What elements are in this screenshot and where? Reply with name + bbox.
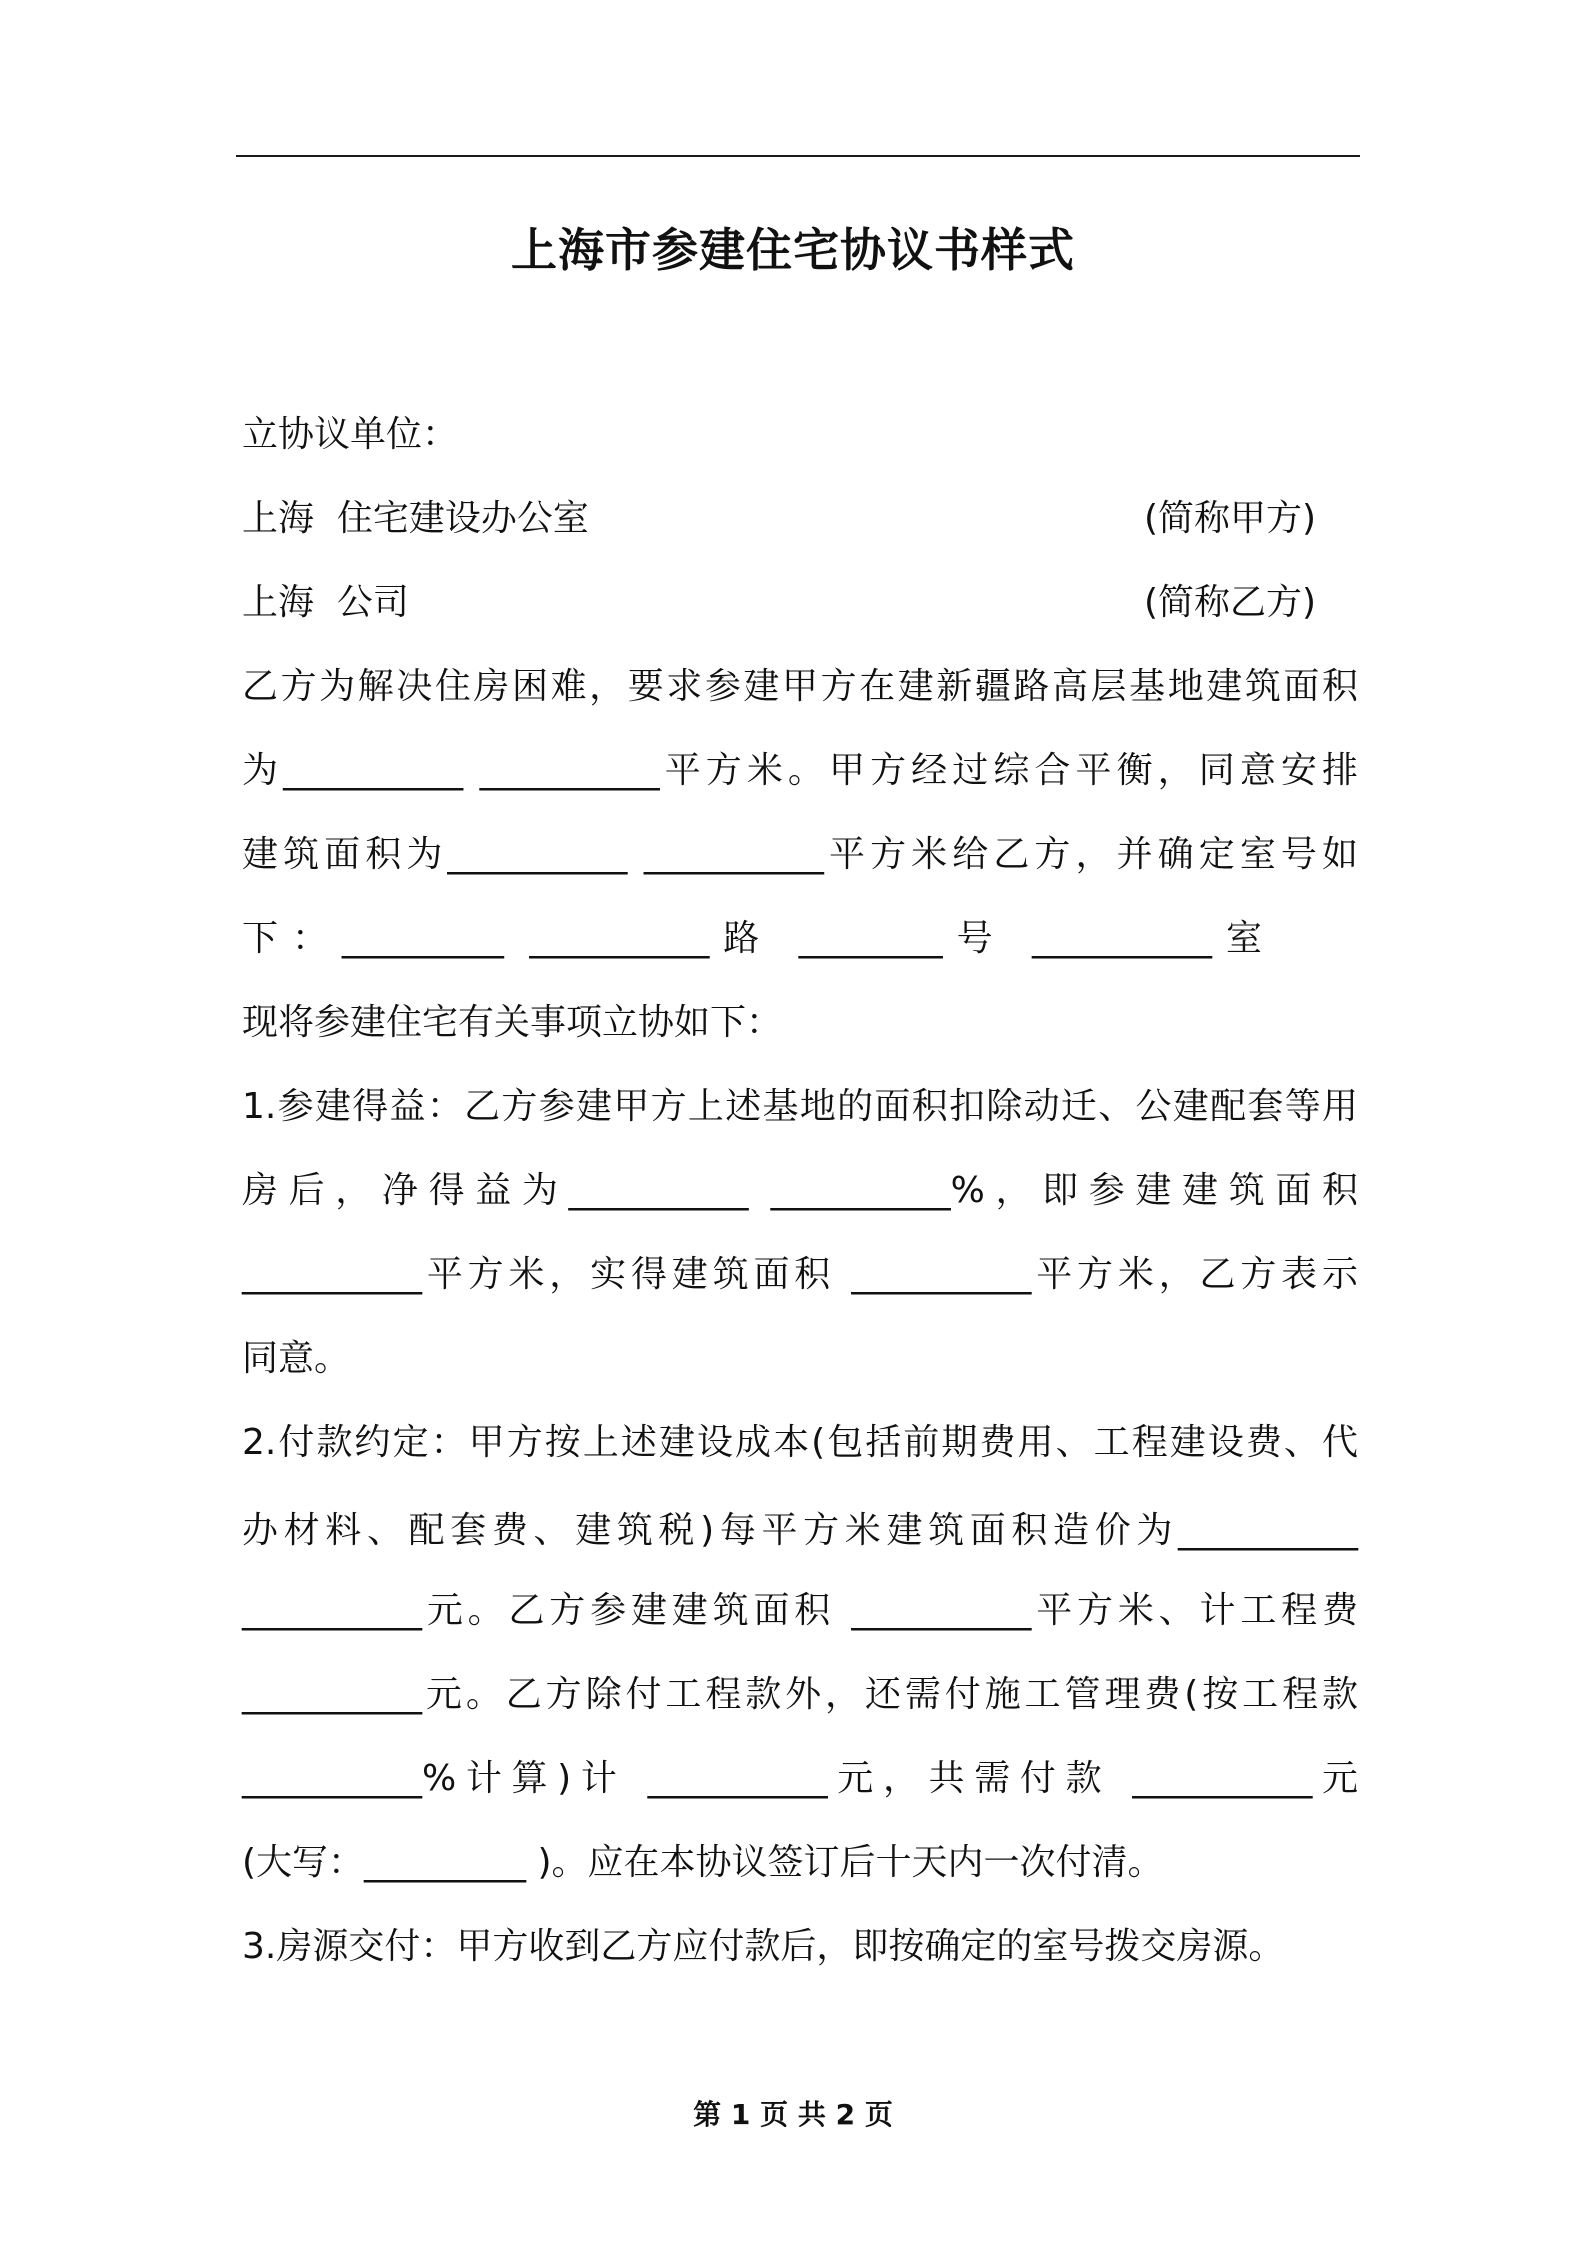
parties-heading: 立协议单位： <box>242 414 459 455</box>
page-number: 第 1 页 共 2 页 <box>693 2098 893 2131</box>
party-a-name: 上海 住宅建设办公室 <box>242 498 589 539</box>
party-a-alias: (简称甲方) <box>1144 498 1317 539</box>
party-a-row <box>242 492 1358 546</box>
body-line-2: 为__________ __________平方米。甲方经过综合平衡，同意安排 <box>242 750 1358 791</box>
document-title: 上海市参建住宅协议书样式 <box>511 223 1075 277</box>
party-b-name: 上海 公司 <box>242 582 409 623</box>
clause-1-line-2: 房后，净得益为__________ __________%，即参建建筑面积 <box>242 1170 1358 1211</box>
header-rule <box>236 155 1360 157</box>
clause-1-line-1: 1.参建得益：乙方参建甲方上述基地的面积扣除动迁、公建配套等用 <box>242 1086 1358 1127</box>
body-line-1: 乙方为解决住房困难，要求参建甲方在建新疆路高层基地建筑面积 <box>242 666 1358 707</box>
clause-2-line-2: 办材料、配套费、建筑税)每平方米建筑面积造价为__________ <box>242 1510 1358 1551</box>
clause-1-line-4: 同意。 <box>242 1338 351 1379</box>
clause-3-line-1: 3.房源交付：甲方收到乙方应付款后，即按确定的室号拨交房源。 <box>242 1926 1285 1967</box>
clause-2-line-1: 2.付款约定：甲方按上述建设成本(包括前期费用、工程建设费、代 <box>242 1422 1358 1463</box>
body-line-4: 下：_________ __________路 ________号 __________室 <box>242 918 1262 959</box>
clause-2-line-5: __________%计算)计 __________元，共需付款 __________元 <box>242 1758 1358 1799</box>
party-b-row <box>242 576 1358 630</box>
body-line-3: 建筑面积为__________ __________平方米给乙方，并确定室号如 <box>242 834 1358 875</box>
clause-2-line-3: __________元。乙方参建建筑面积 __________平方米、计工程费 <box>242 1590 1358 1631</box>
party-b-alias: (简称乙方) <box>1144 582 1317 623</box>
clause-2-line-4: __________元。乙方除付工程款外，还需付施工管理费(按工程款 <box>242 1674 1358 1715</box>
body-line-5: 现将参建住宅有关事项立协如下： <box>242 1002 783 1043</box>
clause-2-line-6: (大写：_________ )。应在本协议签订后十天内一次付清。 <box>242 1842 1164 1883</box>
clause-1-line-3: __________平方米，实得建筑面积 __________平方米，乙方表示 <box>242 1254 1358 1295</box>
